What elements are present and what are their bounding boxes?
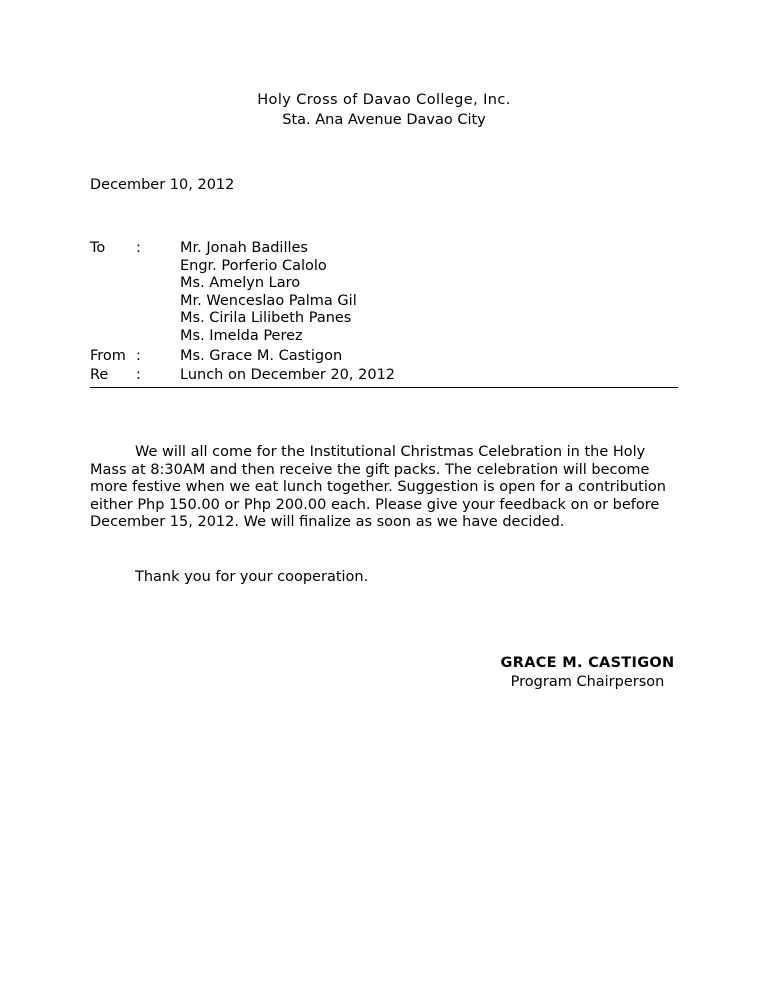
recipient-row (90, 258, 678, 276)
signatory-name: GRACE M. CASTIGON (500, 655, 675, 671)
memo-body (90, 444, 680, 532)
institution-name: Holy Cross of Davao College, Inc. (257, 92, 511, 108)
memo-date: December 10, 2012 (90, 177, 235, 193)
re-row (90, 367, 678, 385)
recipient-row (90, 293, 678, 311)
from-colon: : (136, 347, 141, 364)
letterhead (0, 90, 768, 130)
re-label: Re (90, 367, 109, 384)
to-row (90, 240, 678, 258)
signature-block (470, 654, 705, 692)
recipient: Mr. Wenceslao Palma Gil (180, 292, 357, 309)
memo-header-block (90, 240, 678, 385)
re-colon: : (136, 367, 141, 384)
re-value: Lunch on December 20, 2012 (180, 367, 396, 384)
recipient: Ms. Amelyn Laro (180, 275, 301, 292)
institution-address: Sta. Ana Avenue Davao City (282, 112, 486, 128)
to-label: To (90, 240, 106, 256)
divider-line (90, 387, 678, 388)
signatory-title: Program Chairperson (510, 674, 665, 690)
recipient: Ms. Cirila Lilibeth Panes (180, 310, 352, 327)
recipient-row (90, 310, 678, 328)
to-colon: : (136, 240, 141, 256)
recipient-row (90, 328, 678, 346)
recipient: Engr. Porferio Calolo (180, 257, 327, 274)
from-label: From (90, 347, 126, 364)
closing-line: Thank you for your cooperation. (135, 569, 369, 585)
from-row (90, 348, 678, 366)
from-value: Ms. Grace M. Castigon (180, 347, 343, 364)
recipient: Mr. Jonah Badilles (180, 240, 308, 256)
recipient: Ms. Imelda Perez (180, 327, 303, 344)
recipient-row (90, 275, 678, 293)
body-paragraph: We will all come for the Institutional Christmas Celebration in the Holy Mass at 8:30AM and then receive the gift packs. The celebration will become more festive when we eat lunch together. Suggestion is open for a contribution either Php 150.00 or Php 200.00 each. Please give your feedback on or before December 15, 2012. We will finalize as soon as we have decided. (90, 444, 666, 531)
